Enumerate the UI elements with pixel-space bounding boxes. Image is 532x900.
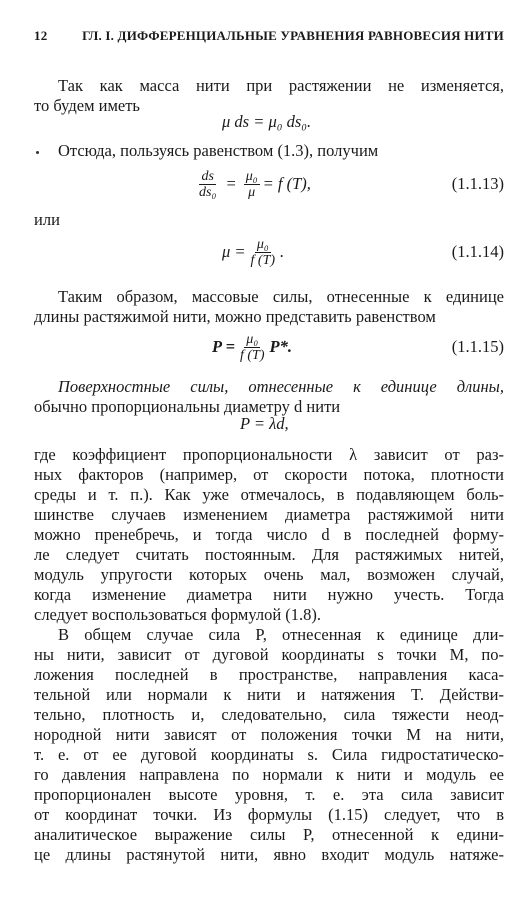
text-line: где коэффициент пропорциональности λ зависит от раз- xyxy=(34,445,504,464)
text-line: тельной или нормали к нити и натяжения T. Действи- xyxy=(34,685,504,704)
text-line: или xyxy=(34,210,60,229)
fraction-denominator: f (T) xyxy=(240,347,265,363)
text-line: ных факторов (например, от скорости потока, плотности xyxy=(34,465,504,484)
text-line: то будем иметь xyxy=(34,96,140,115)
text-line: ложения последней в пространстве, направления каса- xyxy=(34,665,504,684)
text-line: обычно пропорциональны диаметру d нити xyxy=(34,397,341,416)
text-line: Так как масса нити при растяжении не изменяется, xyxy=(58,76,504,95)
text-line: ны нити, зависит от дуговой координаты s точки M, по- xyxy=(34,645,504,664)
text-line: Отсюда, пользуясь равенством (1.3), получим xyxy=(58,141,379,160)
text-line: це длины растянутой нити, явно входит модуль натяже- xyxy=(34,845,504,864)
text-line-italic: Поверхностные силы, отнесенные к единице длины, xyxy=(58,377,504,396)
formula-lhs: μ = xyxy=(222,242,246,261)
equation-number: (1.1.14) xyxy=(451,242,504,261)
fraction-denominator: f (T) xyxy=(250,252,276,268)
text-line: го давления направлена по нормали к нити и модуль ее xyxy=(34,765,504,784)
formula-rhs: = f (T), xyxy=(262,174,311,193)
formula-surface-force: P = λd, xyxy=(240,414,289,433)
fraction-denominator: μ xyxy=(248,184,256,200)
page-number: 12 xyxy=(34,28,48,43)
formula-1-1-15 xyxy=(34,327,504,367)
text-line: длины растяжимой нити, можно представить равенством xyxy=(34,307,436,326)
fraction-numerator: μ₀ xyxy=(256,236,269,252)
text-line: нородной нити зависят от положения точки M на нити, xyxy=(34,725,504,744)
formula-mass-conservation: μ ds = μ₀ ds₀. xyxy=(222,112,312,131)
text-line: В общем случае сила P, отнесенная к единице дли- xyxy=(58,625,504,644)
running-title: ГЛ. I. ДИФФЕРЕНЦИАЛЬНЫЕ УРАВНЕНИЯ РАВНОВЕСИЯ НИТИ xyxy=(82,28,504,43)
fraction-numerator: μ₀ xyxy=(246,331,259,347)
formula-end: . xyxy=(280,242,285,261)
text-line: пропорционален высоте уровня, т. е. эта сила зависит xyxy=(34,785,504,804)
fraction-denominator: ds₀ xyxy=(199,184,217,200)
formula-1-1-13: $\frac{ds}{\text{ds₀}}$ = $\frac{\text{μ₀}}{\mu}$ = f (T), (1.1.13) xyxy=(34,164,504,204)
formula-end: P*. xyxy=(269,337,292,356)
text-line: следует воспользоваться формулой (1.8). xyxy=(34,605,322,624)
text-line: шинстве случаев изменением диаметра растяжимой нити xyxy=(34,505,504,524)
formula-1-1-14 xyxy=(34,232,504,272)
text-line: от координат точки. Из формулы (1.15) следует, что в xyxy=(34,805,504,824)
text-line: тельно, плотность и, следовательно, сила тяжести неод- xyxy=(34,705,504,724)
text-line: среды и т. п.). Как уже отмечалось, в подавляющем боль- xyxy=(34,485,504,504)
text-line: т. е. от ее дуговой координаты s. Сила гидростатическо- xyxy=(34,745,504,764)
running-header xyxy=(34,28,504,48)
text-line: ле следует считать постоянным. Для растяжимых нитей, xyxy=(34,545,504,564)
text-line: модуль упругости которых очень мал, возможен случай, xyxy=(34,565,504,584)
fraction-numerator: μ₀ xyxy=(245,168,258,184)
text-line: когда изменение диаметра нити нужно учесть. Тогда xyxy=(34,585,504,604)
equation-number: (1.1.15) xyxy=(451,337,504,356)
equation-number: (1.1.13) xyxy=(451,174,504,193)
fraction-numerator: ds xyxy=(201,168,214,184)
text-line: аналитическое выражение силы P, отнесенной к едини- xyxy=(34,825,504,844)
formula-lhs: P = xyxy=(212,337,235,356)
text-line: Таким образом, массовые силы, отнесенные к единице xyxy=(58,287,504,306)
text-line: можно пренебречь, и тогда число d в последней форму- xyxy=(34,525,504,544)
